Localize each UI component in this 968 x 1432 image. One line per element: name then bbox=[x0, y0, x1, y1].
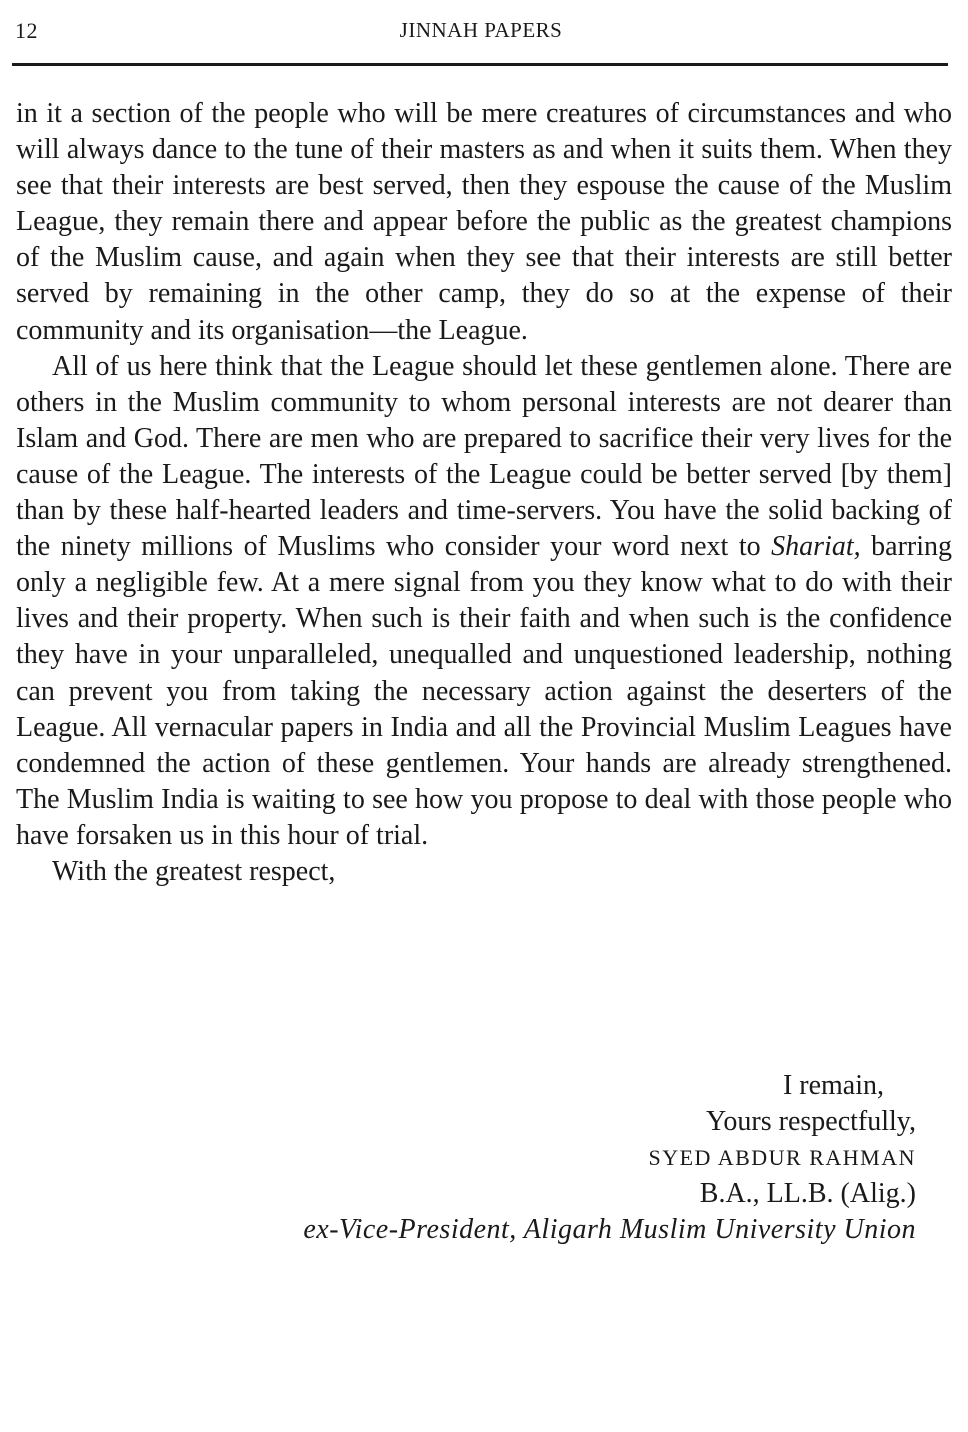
signature-remain: I remain, bbox=[782, 1070, 884, 1101]
signature-yours: Yours respectfully, bbox=[706, 1106, 916, 1137]
signature-degree: B.A., LL.B. (Alig.) bbox=[699, 1178, 916, 1209]
page-header bbox=[15, 18, 947, 48]
paragraph-2-after: barring only a negligible few. At a mere signal from you they know what to do with their lives and their property. When such is their faith and when such is the confidence they have in your unparalleled, unequalled and unquestioned leadership, nothing can prevent you from taking the necessary action against the deserters of the League. All vernacular papers in India and all the Provincial Muslim Leagues have condemned the action of these gentlemen. Your hands are already strengthened. The Muslim India is waiting to see how you propose to deal with those people who have forsaken us in this hour of trial. bbox=[16, 531, 952, 851]
paragraph-2-before: All of us here think that the League should let these gentlemen alone. There are others in the Muslim community to whom personal interests are not dearer than Islam and God. There are men who are prepared to sacrifice their very lives for the cause of the League. The interests of the League could be better served [by them] than by these half-hearted leaders and time-servers. You have the solid backing of the ninety millions of Muslims who consider your word next to bbox=[16, 350, 952, 563]
page-number: 12 bbox=[15, 18, 38, 43]
paragraph-1: in it a section of the people who will be mere creatures of circumstances and who will always dance to the tune of their masters as and when it suits them. When they see that their interests are best served, then they espouse the cause of the Muslim League, they remain there and appear before the public as the greatest champions of the Muslim cause, and again when they see that their interests are still better served by remaining in the other camp, they do so at the expense of their community and its organisation—the League. bbox=[16, 98, 952, 346]
letter-body bbox=[16, 96, 952, 890]
header-rule bbox=[12, 63, 948, 66]
paragraph-2-italic: Shariat, bbox=[771, 531, 861, 563]
closing-line: With the greatest respect, bbox=[52, 855, 336, 887]
signature-title: ex-Vice-President, Aligarh Muslim University Union bbox=[303, 1214, 916, 1245]
signature-block bbox=[303, 1068, 916, 1248]
signature-name: SYED ABDUR RAHMAN bbox=[648, 1145, 916, 1170]
paragraph-2 bbox=[16, 349, 952, 854]
running-head: JINNAH PAPERS bbox=[399, 18, 563, 42]
